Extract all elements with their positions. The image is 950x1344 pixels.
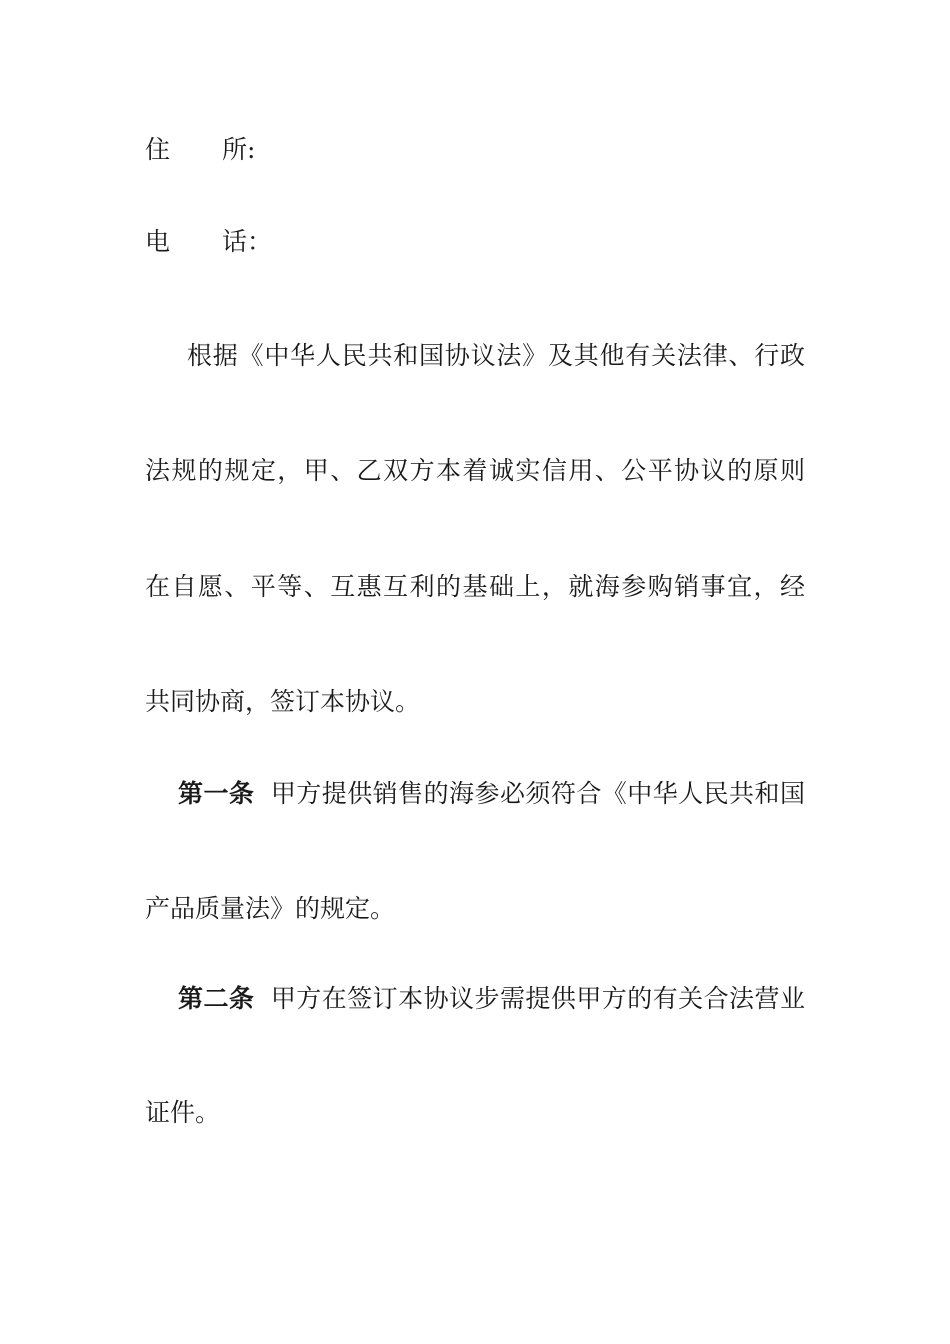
preamble-line-1: 根据《中华人民共和国协议法》及其他有关法律、行政 [187,341,805,370]
article-1-title: 第一条 [178,779,255,808]
article-2-line-1 [145,983,805,1015]
article-2-line-2: 证件。 [145,1098,221,1127]
article-1-line-2: 产品质量法》的规定。 [145,894,396,923]
article-2-text: 甲方在签订本协议步需提供甲方的有关合法营业 [270,984,805,1013]
phone-label-char1: 电 [145,227,171,256]
address-field [145,134,255,166]
article-1-line-1 [145,778,805,810]
address-label-char2: 所: [222,135,256,164]
phone-field [145,226,272,258]
preamble-line-4: 共同协商，签订本协议。 [145,687,421,716]
preamble-line-3: 在自愿、平等、互惠互利的基础上，就海参购销事宜，经 [145,572,805,601]
article-1-text: 甲方提供销售的海参必须符合《中华人民共和国 [270,779,805,808]
phone-label-char2: 话： [222,227,273,256]
preamble-line-2: 法规的规定，甲、乙双方本着诚实信用、公平协议的原则 [145,456,805,485]
address-label-char1: 住 [145,135,171,164]
article-2-title: 第二条 [178,984,255,1013]
